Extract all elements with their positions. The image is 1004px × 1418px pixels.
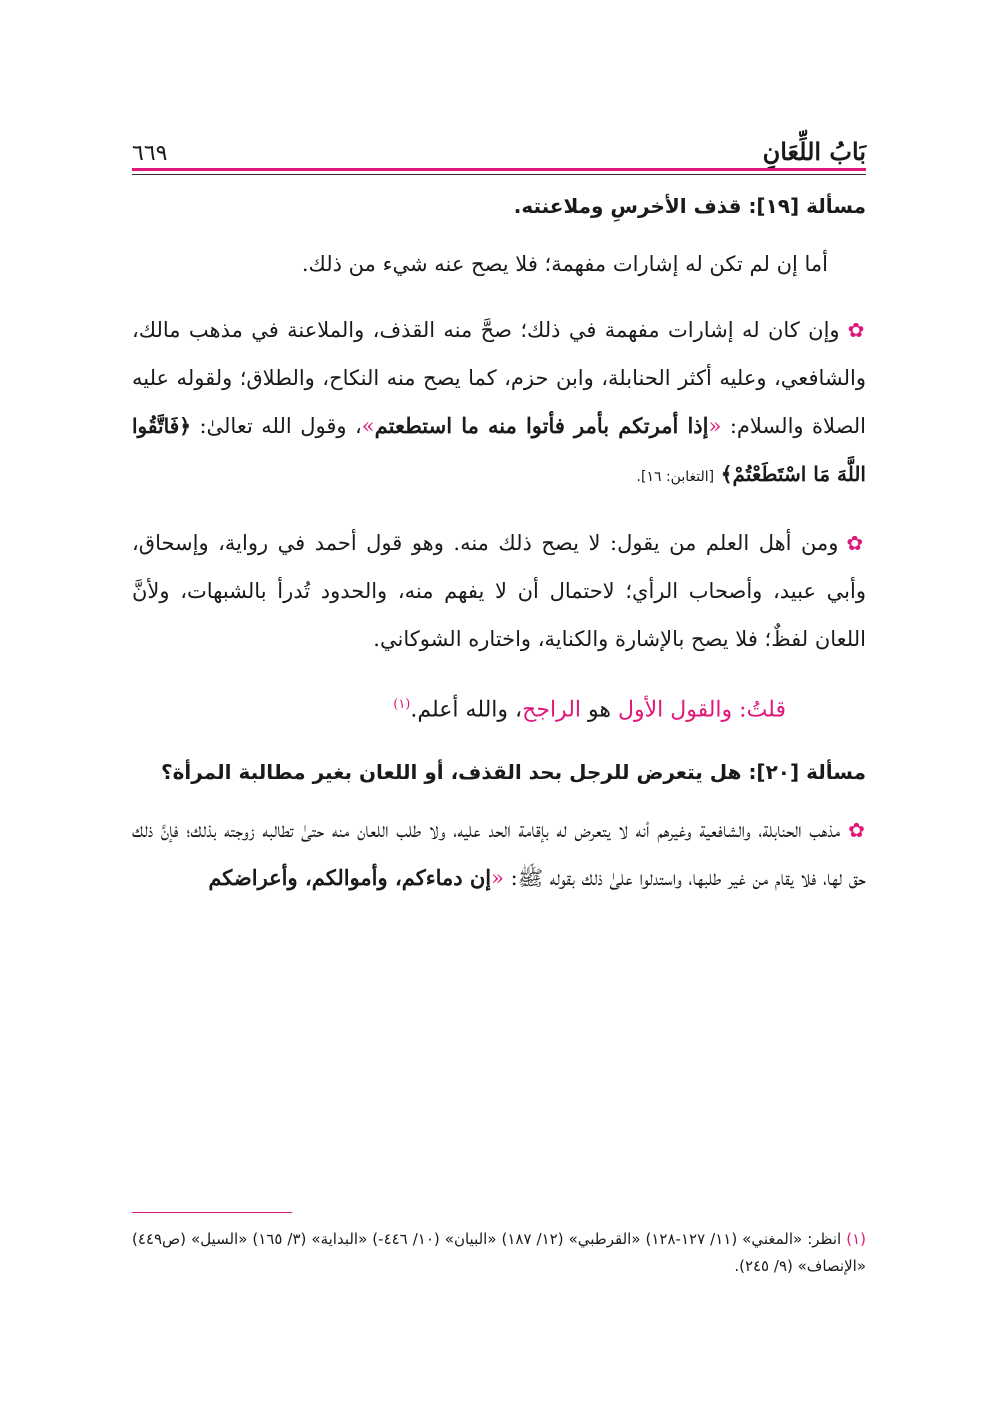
header-rule-accent [132, 168, 866, 171]
masala-label: مسألة [٢٠]: [748, 760, 866, 785]
footnote-number: (١) [846, 1230, 866, 1248]
page-body [132, 186, 866, 920]
paragraph-c-text: ومن أهل العلم من يقول: لا يصح ذلك منه. وهو قول أحمد في رواية، وإسحاق، وأبي عبيد، وأصحاب الرأي؛ لاحتمال أن لا يفهم منه، والحدود تُدرأ بالشبهات، ولأنَّ اللعان لفظٌ؛ فلا يصح بالإشارة والكناية، واختاره الشوكاني. [132, 531, 866, 651]
masala-19-heading [132, 186, 866, 226]
qult-mid: هو [588, 697, 611, 723]
masala-title: قذف الأخرسِ وملاعنته. [513, 194, 742, 218]
qult-pink-2: الراجح [522, 697, 582, 723]
masala-label: مسألة [١٩]: [748, 194, 866, 218]
page-number: ٦٦٩ [132, 141, 168, 166]
footnote-rule [132, 1212, 292, 1213]
paragraph-a: أما إن لم تكن له إشارات مفهمة؛ فلا يصح عنه شيء من ذلك. [301, 252, 828, 276]
qult-pink-1: والقول الأول [617, 697, 733, 723]
footnote-marker[interactable]: (١) [393, 697, 411, 712]
masala-20-heading [132, 752, 866, 792]
quran-ayah: ﴿فَاتَّقُوا اللَّهَ مَا اسْتَطَعْتُمْ﴾ [132, 414, 866, 486]
author-conclusion [132, 681, 866, 734]
footnote-text: انظر: «المغني» (١١/ ١٢٧-١٢٨) «القرطبي» (١٢/ ١٨٧) «البيان» (١٠/ ٤٤٦-) «البداية» (٣/ ١٦٥) «السيل» (ص٤٤٩) «الإنصاف» (٩/ ٢٤٥). [132, 1230, 866, 1275]
flower-icon: ✿ [848, 818, 866, 843]
hadith-quote: إذا أمرتكم بأمر فأتوا منه ما استطعتم [374, 413, 709, 438]
paragraph-b: ✿وإن كان له إشارات مفهمة في ذلك؛ صحَّ منه القذف، والملاعنة في مذهب مالك، والشافعي، وعليه أكثر الحنابلة، وابن حزم، كما يصح منه النكاح، والطلاق؛ ولقوله عليه الصلاة والسلام: «إذا أمرتكم بأمر فأتوا منه ما استطعتم»، وقول الله تعالىٰ: ﴿فَاتَّقُوا اللَّهَ مَا اسْتَطَعْتُمْ﴾ [التغابن: ١٦]. [132, 318, 867, 486]
paragraph-b-text2: ، وقول الله تعالىٰ: [190, 414, 362, 438]
qult-tail: ، والله أعلم. [410, 697, 523, 723]
qult-lead: قلتُ: [739, 697, 786, 723]
page-header [132, 122, 866, 166]
paragraph-c [132, 519, 866, 663]
flower-icon: ✿ [846, 531, 866, 555]
paragraph-d-text: مذهب الحنابلة، والشافعية وغيرهم أنه لا يتعرض له بإقامة الحد عليه، ولا طلب اللعان منه حتىٰ تطالبه زوجته بذلك؛ فإنَّ ذلك حق لها، فلا يقام من غير طلبها، واستدلوا علىٰ ذلك بقوله ﷺ: [132, 818, 866, 891]
paragraph-b-text1: وإن كان له إشارات مفهمة في ذلك؛ صحَّ منه القذف، والملاعنة في مذهب مالك، والشافعي، وعليه أكثر الحنابلة، وابن حزم، كما يصح منه النكاح، والطلاق؛ ولقوله عليه الصلاة والسلام: [132, 318, 867, 438]
hadith-quote: إن دماءكم، وأموالكم، وأعراضكم [208, 865, 492, 891]
ayah-reference: [التغابن: ١٦]. [636, 469, 715, 485]
flower-icon: ✿ [847, 318, 867, 342]
masala-title: هل يتعرض للرجل بحد القذف، أو اللعان بغير مطالبة المرأة؟ [161, 760, 742, 785]
paragraph-d: ✿مذهب الحنابلة، والشافعية وغيرهم أنه لا يتعرض له بإقامة الحد عليه، ولا طلب اللعان منه حتىٰ تطالبه زوجته بذلك؛ فإنَّ ذلك حق لها، فلا يقام من غير طلبها، واستدلوا علىٰ ذلك بقوله ﷺ: «إن دماءكم، وأموالكم، وأعراضكم [132, 818, 866, 891]
footnote [132, 1226, 866, 1280]
chapter-title: بَابُ اللِّعَانِ [762, 137, 866, 166]
header-rule [132, 174, 866, 175]
page [132, 0, 866, 1418]
